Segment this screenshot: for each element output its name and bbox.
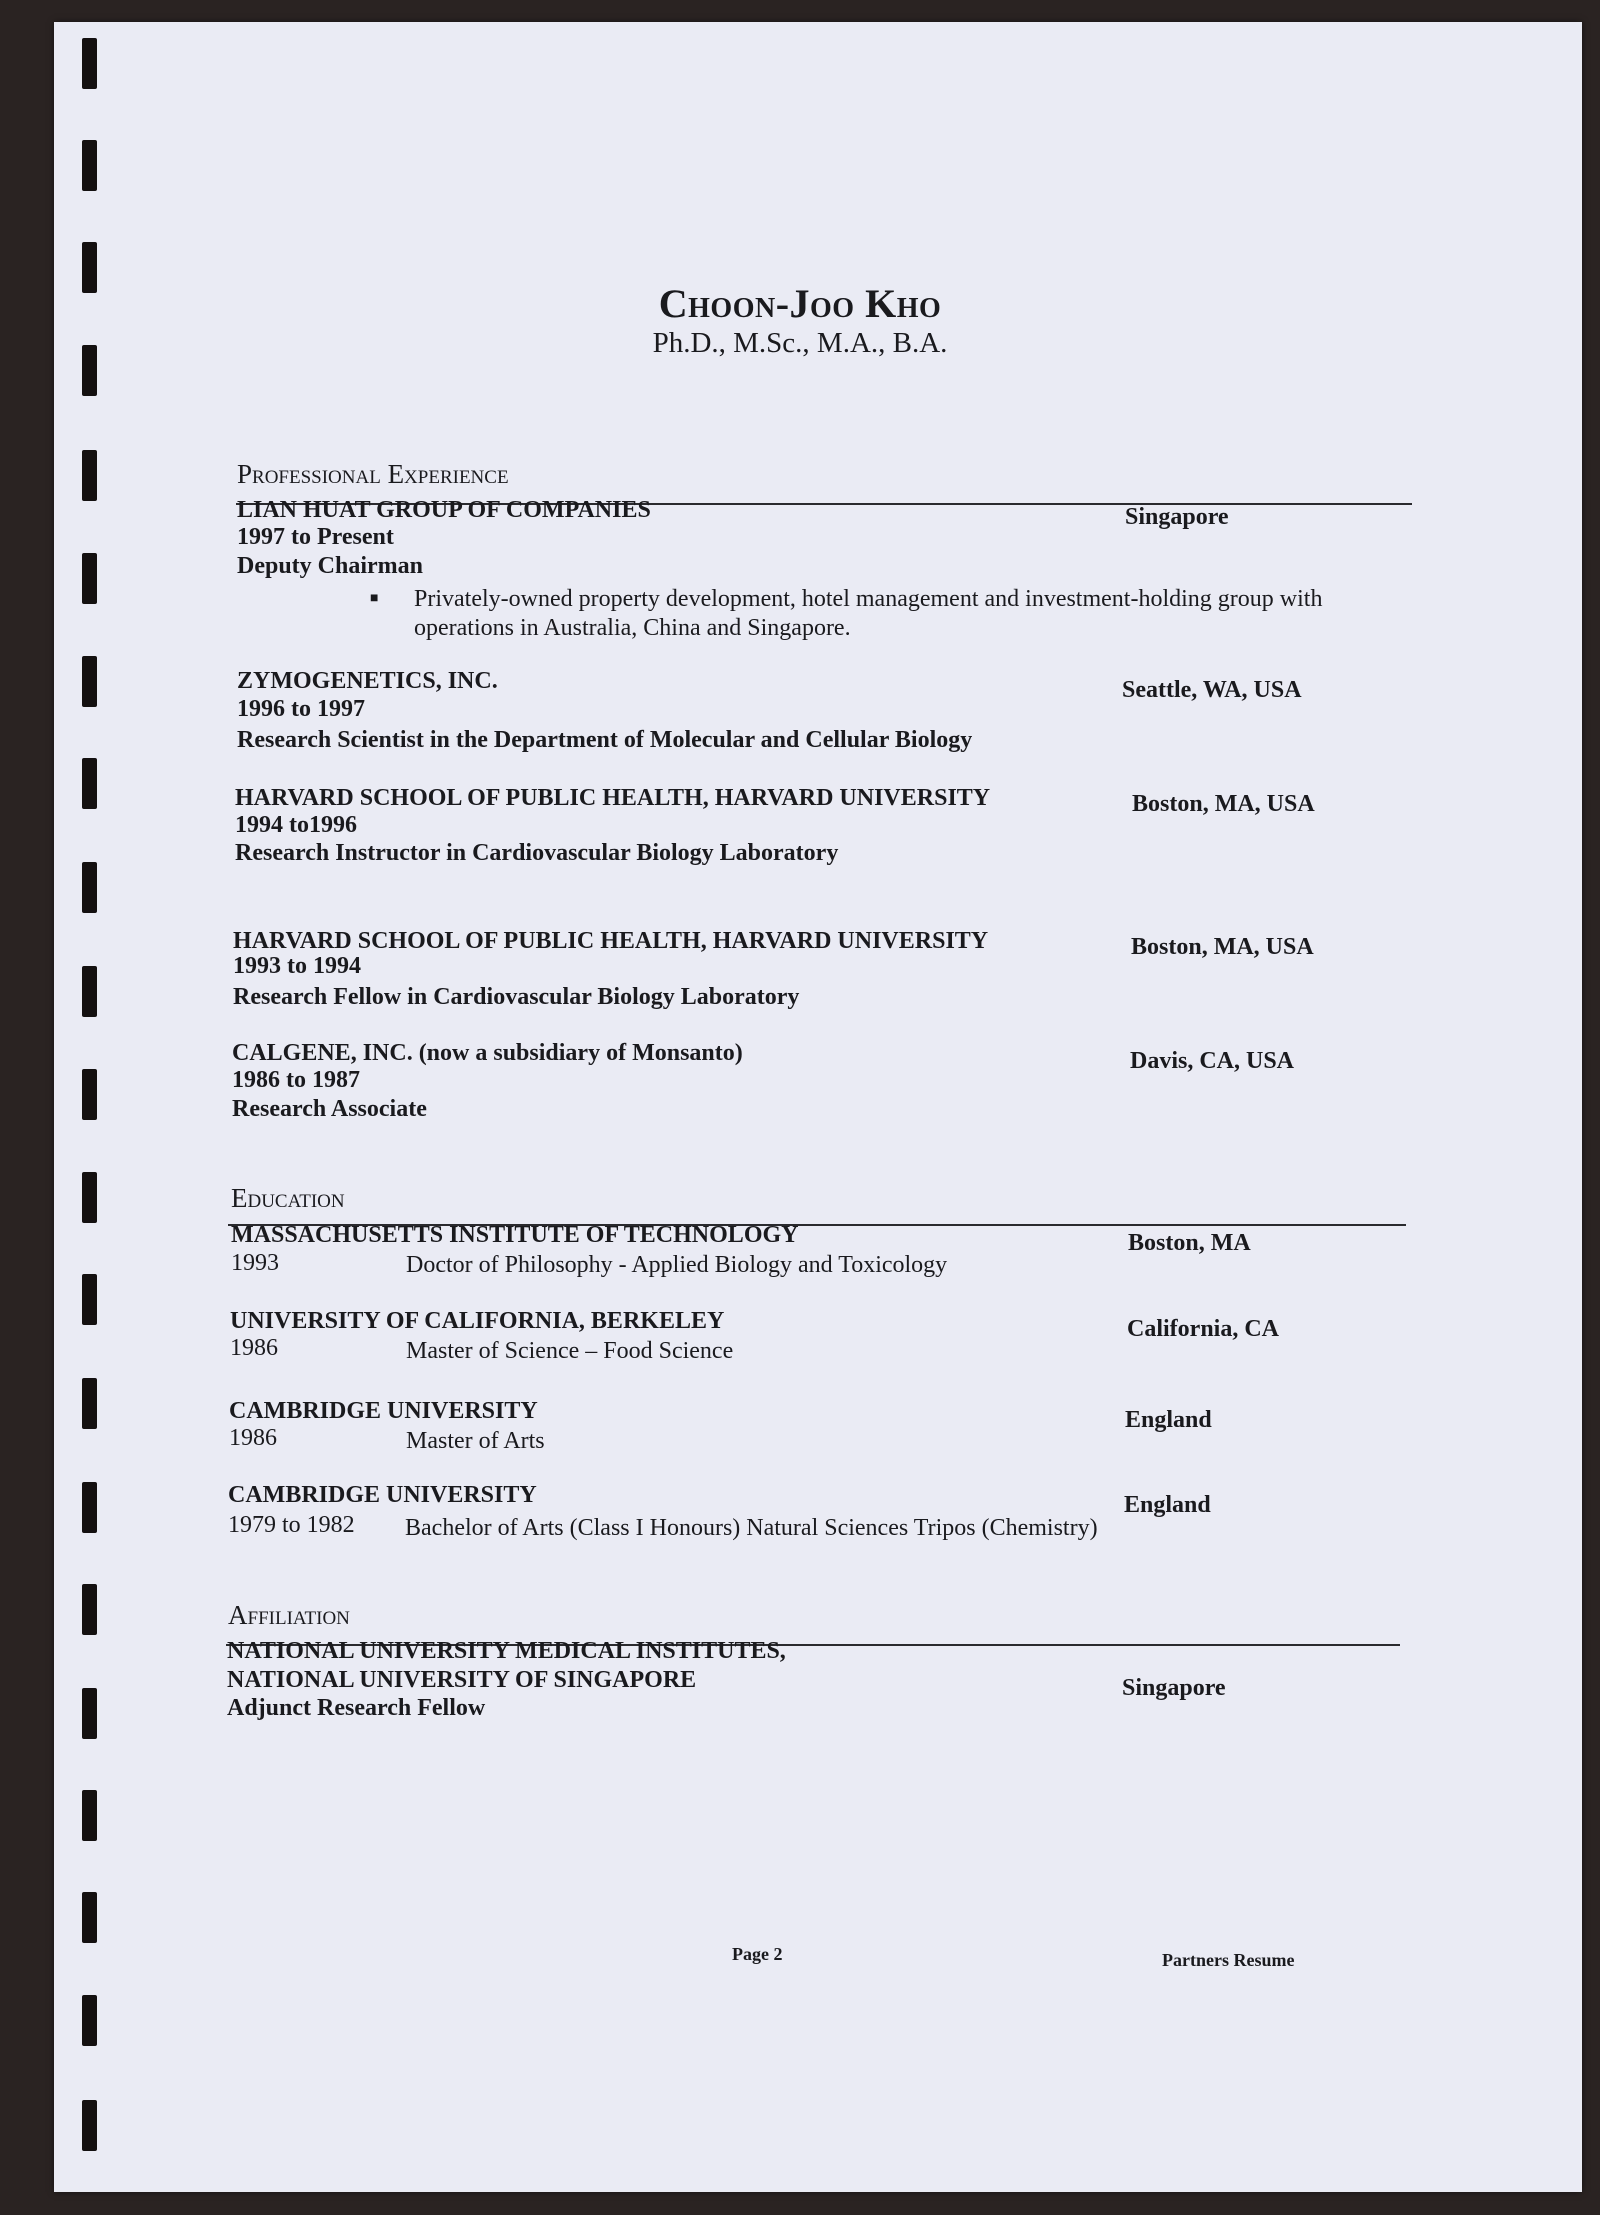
experience-dates: 1996 to 1997 [237,696,365,722]
experience-org: ZYMOGENETICS, INC. [237,668,498,694]
education-year: 1986 [230,1335,278,1361]
binding-hole [82,1274,97,1325]
education-location: Boston, MA [1128,1230,1251,1256]
education-degree: Master of Arts [406,1428,545,1454]
binding-hole [82,966,97,1017]
experience-dates: 1986 to 1987 [232,1067,360,1093]
education-year: 1993 [231,1250,279,1276]
experience-role: Research Associate [232,1096,427,1122]
binding-hole [82,1172,97,1223]
experience-dates: 1997 to Present [237,524,394,550]
experience-org: CALGENE, INC. (now a subsidiary of Monsanto) [232,1040,743,1066]
experience-description: Privately-owned property development, hotel management and investment-holding group with operations in Australia, China and Singapore. [414,586,1323,641]
binding-hole [82,1378,97,1429]
experience-role: Research Scientist in the Department of Molecular and Cellular Biology [237,727,973,753]
experience-role: Deputy Chairman [237,553,424,579]
education-org: CAMBRIDGE UNIVERSITY [228,1482,537,1508]
experience-role: Research Fellow in Cardiovascular Biology Laboratory [233,984,800,1010]
section-title-affiliation: Affiliation [228,1600,350,1630]
education-org: MASSACHUSETTS INSTITUTE OF TECHNOLOGY [231,1222,799,1248]
binding-hole [82,2100,97,2151]
person-degrees: Ph.D., M.Sc., M.A., B.A. [652,327,948,359]
experience-org: HARVARD SCHOOL OF PUBLIC HEALTH, HARVARD UNIVERSITY [233,928,989,954]
person-name: Choon-Joo Kho [658,281,942,326]
experience-dates: 1994 to1996 [235,812,357,838]
binding-hole [82,1482,97,1533]
experience-org: HARVARD SCHOOL OF PUBLIC HEALTH, HARVARD UNIVERSITY [235,785,991,811]
binding-hole [82,1995,97,2046]
binding-hole [82,450,97,501]
experience-org: LIAN HUAT GROUP OF COMPANIES [237,497,651,523]
education-year: 1979 to 1982 [228,1512,355,1538]
page-number: Page 2 [732,1944,783,1964]
binding-hole [82,1790,97,1841]
education-location: California, CA [1127,1316,1279,1342]
binding-hole [82,1892,97,1943]
document-label: Partners Resume [1162,1950,1295,1970]
binding-hole [82,1069,97,1120]
experience-location: Davis, CA, USA [1130,1048,1295,1074]
education-degree: Master of Science – Food Science [406,1338,734,1364]
affiliation-org-line2: NATIONAL UNIVERSITY OF SINGAPORE [227,1667,697,1693]
experience-role: Research Instructor in Cardiovascular Biology Laboratory [235,840,839,866]
section-title-education: Education [231,1183,345,1213]
binding-hole [82,553,97,604]
affiliation-role: Adjunct Research Fellow [227,1695,486,1721]
education-location: England [1125,1407,1212,1433]
binding-hole [82,1688,97,1739]
binding-hole [82,862,97,913]
section-title-experience: Professional Experience [237,459,509,489]
experience-location: Boston, MA, USA [1131,934,1314,960]
experience-location: Seattle, WA, USA [1122,677,1302,703]
education-org: CAMBRIDGE UNIVERSITY [229,1398,538,1424]
education-year: 1986 [229,1425,277,1451]
binding-hole [82,758,97,809]
affiliation-location: Singapore [1122,1675,1226,1701]
binding-hole [82,656,97,707]
education-location: England [1124,1492,1211,1518]
education-degree: Doctor of Philosophy - Applied Biology and Toxicology [406,1252,948,1278]
binding-hole [82,1584,97,1635]
experience-location: Singapore [1125,504,1229,530]
binding-hole [82,140,97,191]
bullet-marker: ■ [370,591,379,606]
experience-dates: 1993 to 1994 [233,953,361,979]
education-org: UNIVERSITY OF CALIFORNIA, BERKELEY [230,1308,725,1334]
experience-location: Boston, MA, USA [1132,791,1315,817]
binding-hole [82,38,97,89]
education-degree: Bachelor of Arts (Class I Honours) Natural Sciences Tripos (Chemistry) [405,1515,1098,1541]
affiliation-org-line1: NATIONAL UNIVERSITY MEDICAL INSTITUTES, [227,1638,786,1664]
